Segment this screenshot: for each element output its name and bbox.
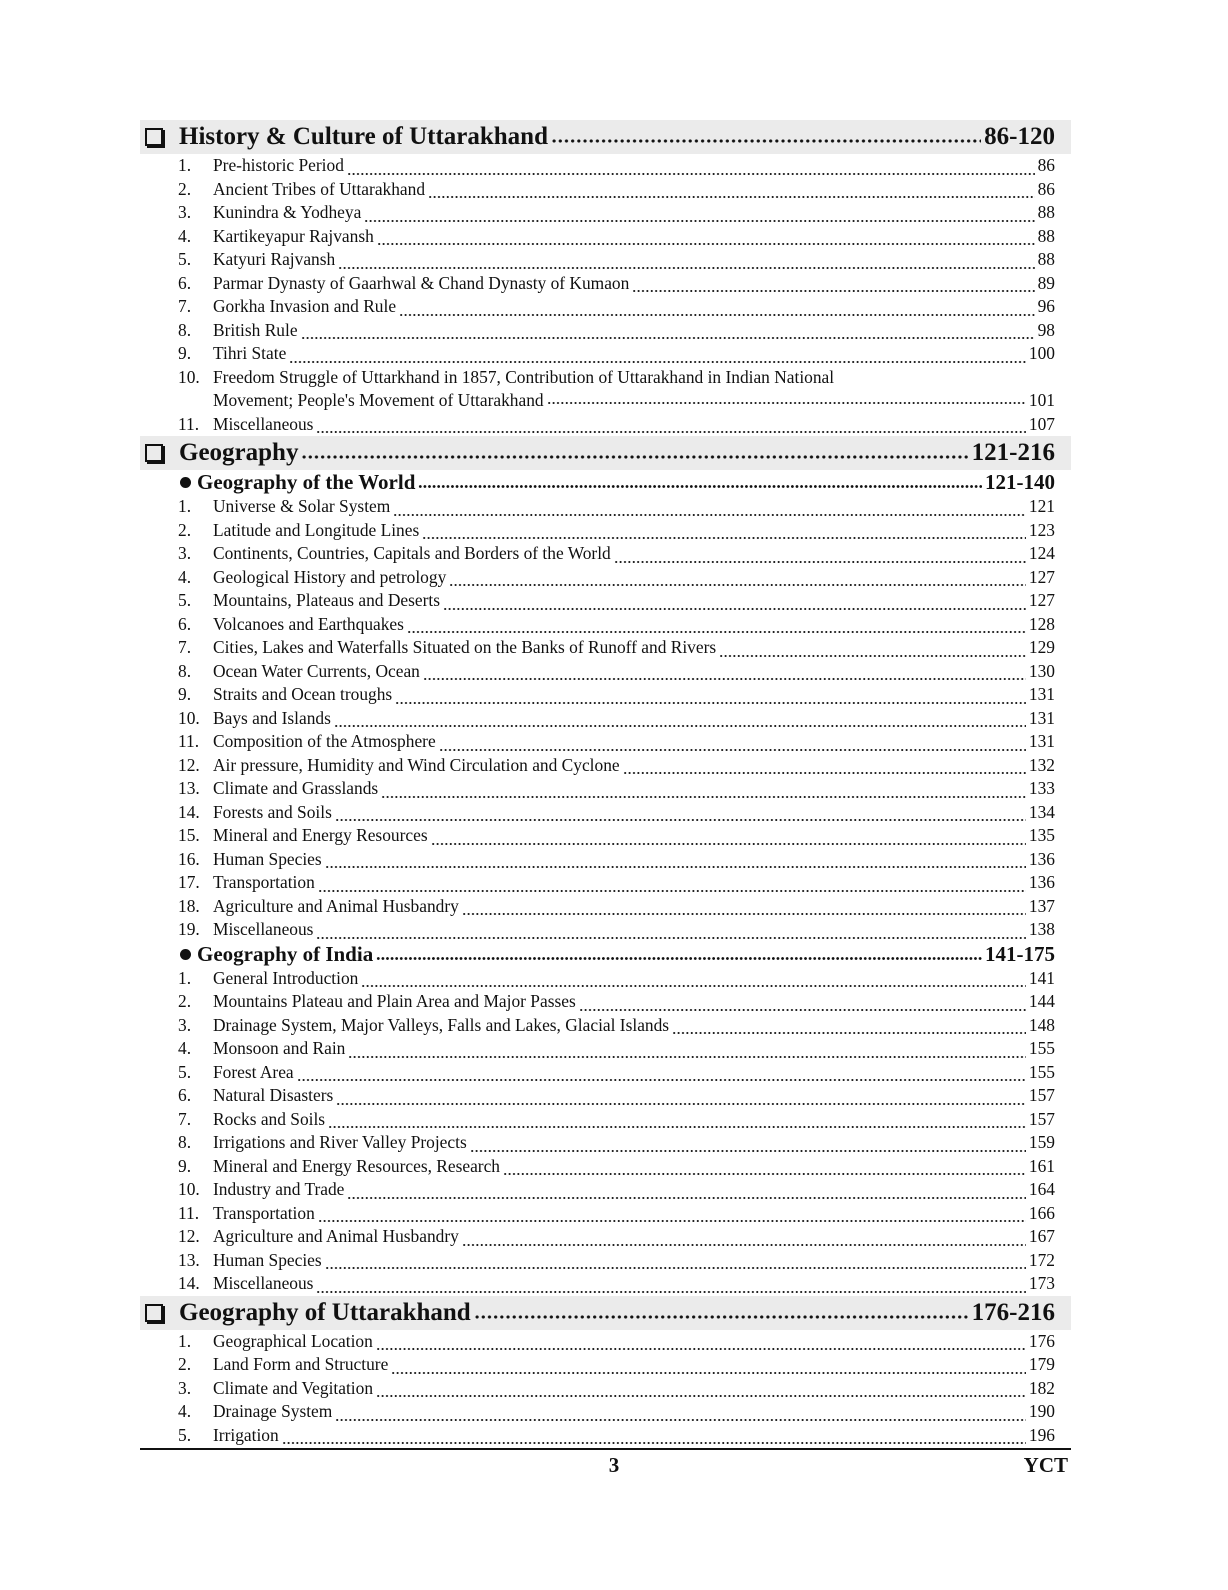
dot-leader [282, 1430, 1026, 1447]
entry-number: 5. [178, 1061, 192, 1082]
dot-leader [551, 129, 981, 145]
toc-entry[interactable] [140, 542, 1071, 566]
dot-leader [318, 1208, 1026, 1225]
entry-label: Human Species [213, 1249, 322, 1270]
section-page-range: 121-216 [971, 439, 1055, 466]
entry-label: Drainage System, Major Valleys, Falls and Lakes, Glacial Islands [213, 1014, 670, 1035]
entry-number: 7. [178, 637, 192, 657]
entry-number: 3. [178, 1377, 192, 1398]
dot-leader [428, 184, 1035, 201]
toc-entry[interactable] [140, 636, 1071, 660]
table-of-contents [140, 120, 1071, 1447]
entry-page: 127 [1028, 590, 1055, 610]
checkbox-square-icon [145, 128, 163, 146]
dot-leader [334, 713, 1026, 730]
entry-number: 9. [178, 343, 192, 363]
toc-entry[interactable] [140, 801, 1071, 825]
dot-leader [547, 389, 1026, 406]
dot-leader [376, 1383, 1026, 1400]
toc-entry[interactable] [140, 848, 1071, 872]
dot-leader [364, 207, 1034, 224]
entry-label: Transportation [213, 1202, 315, 1223]
section-title: History & Culture of Uttarakhand [179, 123, 548, 150]
toc-entry[interactable] [140, 1353, 1071, 1377]
publisher-brand: YCT [1023, 1453, 1068, 1477]
toc-entry[interactable] [140, 613, 1071, 637]
entry-number: 16. [178, 848, 200, 869]
toc-entry[interactable] [140, 754, 1071, 778]
dot-leader [316, 419, 1025, 436]
entry-label: Katyuri Rajvansh [213, 249, 336, 269]
entry-number: 11. [178, 731, 200, 751]
entry-label: Straits and Ocean troughs [213, 684, 393, 704]
dot-leader [301, 445, 968, 461]
entry-number: 1. [178, 1330, 192, 1351]
entry-number: 8. [178, 1132, 192, 1152]
entry-number: 6. [178, 272, 192, 293]
entry-label: Parmar Dynasty of Gaarhwal & Chand Dynasty of Kumaon [213, 272, 630, 293]
entry-page: 123 [1028, 519, 1055, 540]
entry-label: Land Form and Structure [213, 1354, 389, 1374]
footer-divider [140, 1448, 1071, 1450]
entry-page: 131 [1028, 707, 1055, 728]
dot-leader [623, 760, 1026, 777]
entry-page: 161 [1028, 1155, 1055, 1176]
toc-entry[interactable] [140, 918, 1071, 942]
entry-page: 167 [1028, 1226, 1055, 1246]
dot-leader [449, 572, 1026, 589]
entry-label: Mountains, Plateaus and Deserts [213, 590, 441, 610]
entry-page: 196 [1028, 1424, 1055, 1445]
dot-leader [632, 278, 1034, 295]
entry-page: 86 [1037, 155, 1055, 175]
entry-page: 101 [1028, 390, 1055, 410]
dot-leader [301, 325, 1035, 342]
entry-number: 3. [178, 543, 192, 563]
entry-page: 179 [1028, 1354, 1055, 1374]
entry-label: Ocean Water Currents, Ocean [213, 660, 420, 681]
entry-number: 3. [178, 1014, 192, 1035]
subsection-heading[interactable] [140, 470, 1071, 495]
entry-page: 159 [1028, 1132, 1055, 1152]
dot-leader [335, 1406, 1026, 1423]
entry-label: Irrigations and River Valley Projects [213, 1132, 467, 1152]
entry-label: Drainage System [213, 1401, 333, 1421]
entry-number: 2. [178, 519, 192, 540]
toc-entry[interactable] [140, 1131, 1071, 1155]
dot-leader [335, 807, 1026, 824]
entry-page: 88 [1037, 249, 1055, 269]
entry-label: Tihri State [213, 343, 287, 363]
toc-entry[interactable] [140, 1272, 1071, 1296]
toc-entry[interactable] [140, 1225, 1071, 1249]
bullet-icon [180, 477, 191, 488]
entry-label: Miscellaneous [213, 1273, 314, 1293]
entry-page: 172 [1028, 1249, 1055, 1270]
entry-page: 155 [1028, 1061, 1055, 1082]
dot-leader [399, 301, 1035, 318]
entry-page: 166 [1028, 1202, 1055, 1223]
section-title: Geography of Uttarakhand [179, 1298, 471, 1326]
entry-label: Rocks and Soils [213, 1108, 326, 1129]
section-heading[interactable] [140, 436, 1071, 470]
toc-entry[interactable] [140, 413, 1071, 437]
dot-leader [422, 525, 1026, 542]
entry-page: 134 [1028, 801, 1055, 822]
dot-leader [614, 548, 1026, 565]
entry-label: Ancient Tribes of Uttarakhand [213, 178, 426, 199]
dot-leader [316, 924, 1025, 941]
entry-label: Mineral and Energy Resources [213, 825, 428, 845]
entry-label-continued: Movement; People's Movement of Uttarakhand [213, 390, 544, 410]
entry-number: 14. [178, 801, 200, 822]
entry-label: Geological History and petrology [213, 566, 447, 587]
entry-page: 138 [1028, 919, 1055, 939]
entry-page: 124 [1028, 543, 1055, 563]
entry-number: 8. [178, 660, 192, 681]
entry-label: Latitude and Longitude Lines [213, 519, 420, 540]
toc-entry[interactable] [140, 1330, 1071, 1354]
entry-label: Human Species [213, 848, 322, 869]
entry-label: Agriculture and Animal Husbandry [213, 1226, 459, 1246]
dot-leader [328, 1114, 1026, 1131]
toc-entry[interactable] [140, 1061, 1071, 1085]
toc-entry[interactable] [140, 1178, 1071, 1202]
dot-leader [391, 1359, 1026, 1376]
subsection-page-range: 121-140 [985, 470, 1055, 494]
toc-entry[interactable] [140, 248, 1071, 272]
entry-label: Freedom Struggle of Uttarkhand in 1857, Contribution of Uttarakhand in Indian National [213, 366, 835, 387]
entry-number: 4. [178, 1038, 192, 1058]
entry-number: 7. [178, 296, 192, 316]
dot-leader [503, 1161, 1026, 1178]
entry-page: 137 [1028, 895, 1055, 916]
entry-page: 129 [1028, 637, 1055, 657]
entry-page: 144 [1028, 991, 1055, 1011]
entry-number: 10. [178, 707, 200, 728]
entry-number: 1. [178, 155, 192, 175]
entry-page: 141 [1028, 967, 1055, 988]
entry-label: Industry and Trade [213, 1179, 345, 1199]
entry-page: 190 [1028, 1401, 1055, 1421]
toc-entry[interactable] [140, 1424, 1071, 1448]
toc-entry[interactable] [140, 683, 1071, 707]
toc-entry[interactable] [140, 1202, 1071, 1226]
dot-leader [361, 973, 1026, 990]
entry-number: 5. [178, 249, 192, 269]
toc-list [140, 1330, 1071, 1448]
entry-page: 107 [1028, 413, 1055, 434]
subsection-title: Geography of the World [197, 470, 416, 494]
entry-label: General Introduction [213, 967, 359, 988]
entry-page: 157 [1028, 1108, 1055, 1129]
entry-number: 6. [178, 613, 192, 634]
entry-number: 11. [178, 413, 200, 434]
dot-leader [297, 1067, 1026, 1084]
entry-number: 3. [178, 202, 192, 222]
dot-leader [418, 475, 982, 491]
subsection-title: Geography of India [197, 941, 374, 966]
entry-number: 2. [178, 1354, 192, 1374]
toc-entry[interactable] [140, 967, 1071, 991]
entry-page: 88 [1037, 225, 1055, 246]
dot-leader [462, 1231, 1026, 1248]
entry-label: Agriculture and Animal Husbandry [213, 895, 459, 916]
entry-label: Forest Area [213, 1061, 294, 1082]
dot-leader [316, 1278, 1025, 1295]
entry-label: Universe & Solar System [213, 496, 391, 516]
entry-page: 135 [1028, 825, 1055, 845]
toc-list [140, 495, 1071, 942]
entry-label: Kunindra & Yodheya [213, 202, 362, 222]
dot-leader [431, 830, 1026, 847]
entry-number: 17. [178, 872, 200, 892]
entry-label: Mineral and Energy Resources, Research [213, 1155, 501, 1176]
dot-leader [376, 946, 982, 962]
dot-leader [407, 619, 1026, 636]
toc-entry[interactable] [140, 1084, 1071, 1108]
entry-page: 132 [1028, 754, 1055, 775]
entry-page: 133 [1028, 778, 1055, 798]
entry-label: Climate and Grasslands [213, 778, 379, 798]
entry-label: Pre-historic Period [213, 155, 344, 175]
toc-entry[interactable] [140, 871, 1071, 895]
entry-page: 148 [1028, 1014, 1055, 1035]
entry-number: 10. [178, 1179, 200, 1199]
toc-entry[interactable] [140, 225, 1071, 249]
entry-number: 15. [178, 825, 200, 845]
toc-entry[interactable] [140, 895, 1071, 919]
toc-entry[interactable] [140, 1377, 1071, 1401]
entry-page: 173 [1028, 1273, 1055, 1293]
entry-label: Composition of the Atmosphere [213, 731, 436, 751]
toc-entry[interactable] [140, 319, 1071, 343]
entry-number: 2. [178, 178, 192, 199]
entry-number: 18. [178, 895, 200, 916]
entry-page: 136 [1028, 848, 1055, 869]
toc-entry[interactable] [140, 707, 1071, 731]
entry-label: Climate and Vegitation [213, 1377, 374, 1398]
dot-leader [719, 642, 1026, 659]
toc-entry[interactable] [140, 201, 1071, 225]
entry-label: Air pressure, Humidity and Wind Circulation and Cyclone [213, 754, 620, 775]
entry-page: 182 [1028, 1377, 1055, 1398]
dot-leader [376, 1336, 1026, 1353]
section-heading[interactable] [140, 120, 1071, 154]
entry-number: 13. [178, 1249, 200, 1270]
entry-label: Mountains Plateau and Plain Area and Major Passes [213, 991, 576, 1011]
toc-entry[interactable] [140, 342, 1071, 366]
entry-page: 88 [1037, 202, 1055, 222]
entry-page: 130 [1028, 660, 1055, 681]
dot-leader [347, 1184, 1026, 1201]
entry-number: 5. [178, 590, 192, 610]
entry-page: 131 [1028, 731, 1055, 751]
entry-number: 4. [178, 566, 192, 587]
toc-entry[interactable] [140, 1249, 1071, 1273]
dot-leader [672, 1020, 1026, 1037]
dot-leader [325, 854, 1026, 871]
dot-leader [579, 996, 1026, 1013]
entry-number: 6. [178, 1085, 192, 1105]
entry-number: 13. [178, 778, 200, 798]
toc-entry[interactable] [140, 824, 1071, 848]
toc-entry[interactable] [140, 1108, 1071, 1132]
entry-page: 157 [1028, 1085, 1055, 1105]
entry-number: 12. [178, 1226, 200, 1246]
checkbox-square-icon [145, 1304, 163, 1322]
entry-label: Natural Disasters [213, 1085, 334, 1105]
entry-label: Irrigation [213, 1424, 279, 1445]
toc-entry[interactable] [140, 519, 1071, 543]
toc-entry[interactable] [140, 990, 1071, 1014]
entry-label: Forests and Soils [213, 801, 332, 822]
entry-label: Gorkha Invasion and Rule [213, 296, 397, 316]
page-number: 3 [608, 1453, 620, 1477]
entry-page: 155 [1028, 1038, 1055, 1058]
entry-number: 1. [178, 967, 192, 988]
entry-number: 11. [178, 1202, 200, 1223]
dot-leader [439, 736, 1026, 753]
toc-entry[interactable] [140, 272, 1071, 296]
entry-label: Miscellaneous [213, 919, 314, 939]
entry-page: 131 [1028, 684, 1055, 704]
entry-label: Continents, Countries, Capitals and Borders of the World [213, 543, 611, 563]
section-page-range: 86-120 [984, 123, 1055, 150]
toc-entry[interactable] [140, 366, 1071, 413]
dot-leader [395, 689, 1026, 706]
toc-entry[interactable] [140, 1037, 1071, 1061]
toc-entry[interactable] [140, 1014, 1071, 1038]
dot-leader [338, 254, 1034, 271]
entry-number: 9. [178, 684, 192, 704]
entry-number: 4. [178, 225, 192, 246]
entry-number: 7. [178, 1108, 192, 1129]
dot-leader [462, 901, 1026, 918]
toc-entry[interactable] [140, 589, 1071, 613]
entry-page: 176 [1028, 1330, 1055, 1351]
entry-number: 4. [178, 1401, 192, 1421]
entry-number: 9. [178, 1155, 192, 1176]
toc-entry[interactable] [140, 1400, 1071, 1424]
dot-leader [289, 348, 1026, 365]
entry-label: British Rule [213, 319, 298, 340]
toc-list [140, 967, 1071, 1296]
entry-number: 2. [178, 991, 192, 1011]
dot-leader [348, 1043, 1026, 1060]
entry-label: Transportation [213, 872, 315, 892]
section-page-range: 176-216 [971, 1298, 1055, 1326]
toc-entry[interactable] [140, 295, 1071, 319]
dot-leader [318, 877, 1026, 894]
entry-page: 128 [1028, 613, 1055, 634]
entry-label: Monsoon and Rain [213, 1038, 346, 1058]
entry-number: 5. [178, 1424, 192, 1445]
section-title: Geography [179, 439, 299, 466]
entry-page: 136 [1028, 872, 1055, 892]
dot-leader [443, 595, 1026, 612]
entry-label: Cities, Lakes and Waterfalls Situated on the Banks of Runoff and Rivers [213, 637, 717, 657]
dot-leader [470, 1137, 1026, 1154]
dot-leader [381, 783, 1026, 800]
entry-page: 89 [1037, 272, 1055, 293]
entry-page: 164 [1028, 1179, 1055, 1199]
entry-label: Miscellaneous [213, 413, 314, 434]
entry-page: 100 [1028, 343, 1055, 363]
toc-entry[interactable] [140, 730, 1071, 754]
toc-entry[interactable] [140, 1155, 1071, 1179]
dot-leader [423, 666, 1026, 683]
toc-entry[interactable] [140, 777, 1071, 801]
toc-list [140, 154, 1071, 436]
entry-number: 12. [178, 754, 200, 775]
dot-leader [347, 160, 1035, 177]
toc-entry[interactable] [140, 154, 1071, 178]
entry-page: 98 [1037, 319, 1055, 340]
toc-entry[interactable] [140, 566, 1071, 590]
entry-label: Bays and Islands [213, 707, 331, 728]
toc-entry[interactable] [140, 495, 1071, 519]
section-heading[interactable] [140, 1296, 1071, 1330]
entry-page: 86 [1037, 178, 1055, 199]
entry-page: 96 [1037, 296, 1055, 316]
dot-leader [336, 1090, 1026, 1107]
toc-entry[interactable] [140, 178, 1071, 202]
checkbox-square-icon [145, 444, 163, 462]
entry-number: 1. [178, 496, 192, 516]
toc-entry[interactable] [140, 660, 1071, 684]
entry-number: 10. [178, 366, 200, 387]
entry-page: 127 [1028, 566, 1055, 587]
bullet-icon [180, 949, 191, 960]
entry-number: 19. [178, 919, 200, 939]
dot-leader [474, 1305, 969, 1321]
entry-label: Geographical Location [213, 1330, 373, 1351]
entry-page: 121 [1028, 496, 1055, 516]
subsection-heading[interactable] [140, 942, 1071, 967]
dot-leader [393, 501, 1026, 518]
dot-leader [377, 231, 1035, 248]
entry-number: 14. [178, 1273, 200, 1293]
dot-leader [325, 1255, 1026, 1272]
entry-label: Volcanoes and Earthquakes [213, 613, 404, 634]
subsection-page-range: 141-175 [985, 941, 1055, 966]
entry-label: Kartikeyapur Rajvansh [213, 225, 374, 246]
entry-number: 8. [178, 319, 192, 340]
